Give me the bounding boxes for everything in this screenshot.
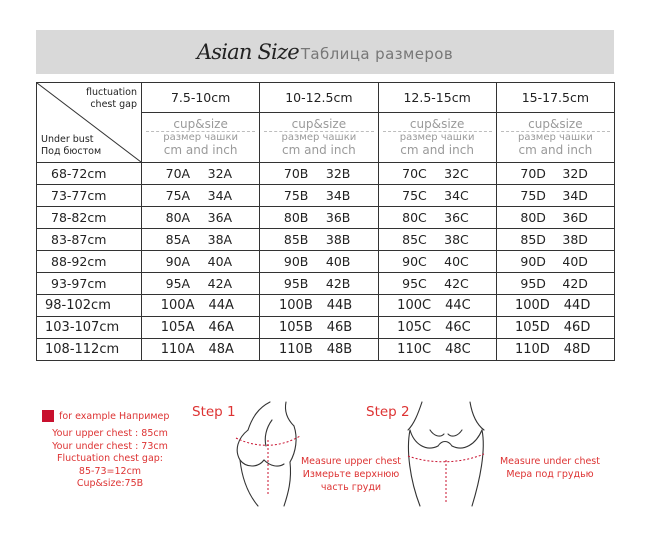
size-cell xyxy=(260,339,378,361)
cup-size-cm: 100B xyxy=(279,298,313,313)
red-square-icon xyxy=(42,410,54,422)
cup-size-inch: 40B xyxy=(325,254,351,269)
size-cell xyxy=(378,273,496,295)
cup-size-cm: 70D xyxy=(520,166,546,181)
cup-size-inch: 42C xyxy=(444,276,469,291)
cup-size-inch: 46D xyxy=(563,320,591,335)
corner-bottom-label: Under bust Под бюстом xyxy=(41,134,102,157)
cup-size-inch: 48C xyxy=(445,342,471,357)
size-cell xyxy=(142,295,260,317)
size-cell xyxy=(142,273,260,295)
example-title: for example Например xyxy=(59,410,170,422)
size-cell xyxy=(378,339,496,361)
table-row xyxy=(37,207,615,229)
size-cell xyxy=(260,317,378,339)
example-line: 85-73=12cm xyxy=(78,465,142,477)
size-cell xyxy=(260,251,378,273)
cup-size-cm: 85B xyxy=(283,232,309,247)
size-cell xyxy=(378,251,496,273)
corner-top-label: fluctuation chest gap xyxy=(86,87,137,110)
cup-size-inch: 32A xyxy=(207,166,233,181)
title-english: Asian Size xyxy=(196,40,299,64)
cup-size-inch: 34A xyxy=(207,188,233,203)
cup-size-inch: 40D xyxy=(562,254,588,269)
step2-note: Measure under chest Мера под грудью xyxy=(499,456,600,480)
cup-size-cm: 80A xyxy=(165,210,191,225)
size-cell xyxy=(496,185,614,207)
cup-size-cm: 100D xyxy=(514,298,550,313)
size-cell xyxy=(142,185,260,207)
under-bust-range: 103-107cm xyxy=(37,317,142,339)
cup-size-inch: 36C xyxy=(444,210,469,225)
cup-size-cm: 70B xyxy=(283,166,309,181)
cup-size-cm: 85A xyxy=(165,232,191,247)
gap-header: 15-17.5cm xyxy=(496,83,614,113)
cup-size-cm: 95A xyxy=(165,276,191,291)
cup-size-inch: 34D xyxy=(562,188,588,203)
gap-header: 10-12.5cm xyxy=(260,83,378,113)
cup-size-cm: 95B xyxy=(283,276,309,291)
cup-size-cm: 80D xyxy=(520,210,546,225)
step1-note: Measure upper chest Измерьте верхнюю часть груди xyxy=(300,456,401,493)
gap-header: 12.5-15cm xyxy=(378,83,496,113)
cup-size-cm: 100A xyxy=(160,298,195,313)
cup-size-cm: 75D xyxy=(520,188,546,203)
cup-size-inch: 38A xyxy=(207,232,233,247)
size-cell xyxy=(142,339,260,361)
cup-size-inch: 44B xyxy=(326,298,353,313)
cup-size-inch: 46A xyxy=(208,320,234,335)
cup-size-cm: 105C xyxy=(397,320,432,335)
sub-header-cell: cup&size размер чашки cm and inch xyxy=(260,112,378,162)
cup-size-cm: 75C xyxy=(402,188,427,203)
under-bust-range: 78-82cm xyxy=(37,207,142,229)
table-row xyxy=(37,185,615,207)
cup-size-cm: 85C xyxy=(402,232,427,247)
under-bust-range: 108-112cm xyxy=(37,339,142,361)
size-cell xyxy=(142,317,260,339)
size-table xyxy=(36,82,615,361)
size-cell xyxy=(260,185,378,207)
cup-size-inch: 40A xyxy=(207,254,233,269)
cup-size-inch: 42B xyxy=(325,276,351,291)
cup-size-inch: 38D xyxy=(562,232,588,247)
sub-header-cell: cup&size размер чашки cm and inch xyxy=(378,112,496,162)
size-cell xyxy=(142,229,260,251)
cup-size-inch: 36D xyxy=(562,210,588,225)
size-cell xyxy=(496,273,614,295)
cup-size-cm: 110C xyxy=(397,342,432,357)
under-bust-range: 93-97cm xyxy=(37,273,142,295)
under-bust-range: 83-87cm xyxy=(37,229,142,251)
step2-label: Step 2 xyxy=(366,404,410,420)
table-row xyxy=(37,163,615,185)
step2-figure-icon xyxy=(400,400,490,508)
corner-cell xyxy=(37,83,142,163)
under-bust-range: 73-77cm xyxy=(37,185,142,207)
cup-size-cm: 90B xyxy=(283,254,309,269)
size-cell xyxy=(378,207,496,229)
example-line: Fluctuation chest gap: xyxy=(57,453,163,464)
cup-size-inch: 38C xyxy=(444,232,469,247)
sub-header-cell: cup&size размер чашки cm and inch xyxy=(496,112,614,162)
size-cell xyxy=(260,163,378,185)
size-cell xyxy=(142,251,260,273)
cup-size-inch: 32D xyxy=(562,166,588,181)
under-bust-range: 68-72cm xyxy=(37,163,142,185)
sub-header-cell: cup&size размер чашки cm and inch xyxy=(142,112,260,162)
cup-size-cm: 105D xyxy=(514,320,550,335)
size-cell xyxy=(378,317,496,339)
cup-size-inch: 32C xyxy=(444,166,469,181)
example-line: Your under chest : 73cm xyxy=(52,440,168,452)
gap-header: 7.5-10cm xyxy=(142,83,260,113)
cup-size-inch: 36B xyxy=(325,210,351,225)
size-cell xyxy=(496,163,614,185)
size-cell xyxy=(142,163,260,185)
size-cell xyxy=(260,229,378,251)
size-cell xyxy=(378,295,496,317)
cup-size-inch: 46C xyxy=(445,320,471,335)
cup-size-inch: 48A xyxy=(208,342,234,357)
cup-size-cm: 90A xyxy=(165,254,191,269)
cup-size-inch: 48B xyxy=(326,342,353,357)
title-russian: Таблица размеров xyxy=(300,44,454,63)
cup-size-cm: 105B xyxy=(279,320,313,335)
cup-size-inch: 44D xyxy=(563,298,591,313)
cup-size-inch: 44C xyxy=(445,298,471,313)
size-cell xyxy=(142,207,260,229)
cup-size-inch: 42A xyxy=(207,276,233,291)
cup-size-cm: 90C xyxy=(402,254,427,269)
cup-size-cm: 70A xyxy=(165,166,191,181)
size-cell xyxy=(496,229,614,251)
cup-size-cm: 105A xyxy=(160,320,195,335)
cup-size-cm: 85D xyxy=(520,232,546,247)
size-cell xyxy=(378,185,496,207)
cup-size-inch: 48D xyxy=(563,342,591,357)
cup-size-cm: 80B xyxy=(283,210,309,225)
title-bar xyxy=(36,30,614,74)
table-row xyxy=(37,295,615,317)
cup-size-cm: 75A xyxy=(165,188,191,203)
cup-size-inch: 42D xyxy=(562,276,588,291)
cup-size-cm: 100C xyxy=(397,298,432,313)
size-cell xyxy=(378,229,496,251)
table-row xyxy=(37,317,615,339)
size-cell xyxy=(260,295,378,317)
size-cell xyxy=(260,207,378,229)
cup-size-inch: 40C xyxy=(444,254,469,269)
cup-size-inch: 34C xyxy=(444,188,469,203)
cup-size-inch: 46B xyxy=(326,320,353,335)
example-line: Your upper chest : 85cm xyxy=(52,428,168,439)
header-row xyxy=(37,83,615,113)
size-cell xyxy=(496,317,614,339)
size-cell xyxy=(496,295,614,317)
example-block xyxy=(40,410,190,491)
size-cell xyxy=(496,207,614,229)
cup-size-cm: 70C xyxy=(402,166,427,181)
cup-size-inch: 32B xyxy=(325,166,351,181)
cup-size-inch: 36A xyxy=(207,210,233,225)
cup-size-cm: 80C xyxy=(402,210,427,225)
under-bust-range: 98-102cm xyxy=(37,295,142,317)
example-line: Cup&size:75B xyxy=(76,478,144,489)
cup-size-cm: 90D xyxy=(520,254,546,269)
step1-label: Step 1 xyxy=(192,404,236,420)
table-row xyxy=(37,229,615,251)
size-cell xyxy=(378,163,496,185)
under-bust-range: 88-92cm xyxy=(37,251,142,273)
cup-size-cm: 95C xyxy=(402,276,427,291)
table-row xyxy=(37,339,615,361)
cup-size-cm: 110B xyxy=(279,342,313,357)
size-cell xyxy=(496,339,614,361)
table-row xyxy=(37,273,615,295)
cup-size-cm: 110D xyxy=(514,342,550,357)
cup-size-cm: 110A xyxy=(160,342,195,357)
cup-size-inch: 44A xyxy=(208,298,234,313)
cup-size-inch: 38B xyxy=(325,232,351,247)
cup-size-cm: 95D xyxy=(520,276,546,291)
size-cell xyxy=(260,273,378,295)
size-cell xyxy=(496,251,614,273)
table-row xyxy=(37,251,615,273)
cup-size-cm: 75B xyxy=(283,188,309,203)
cup-size-inch: 34B xyxy=(325,188,351,203)
